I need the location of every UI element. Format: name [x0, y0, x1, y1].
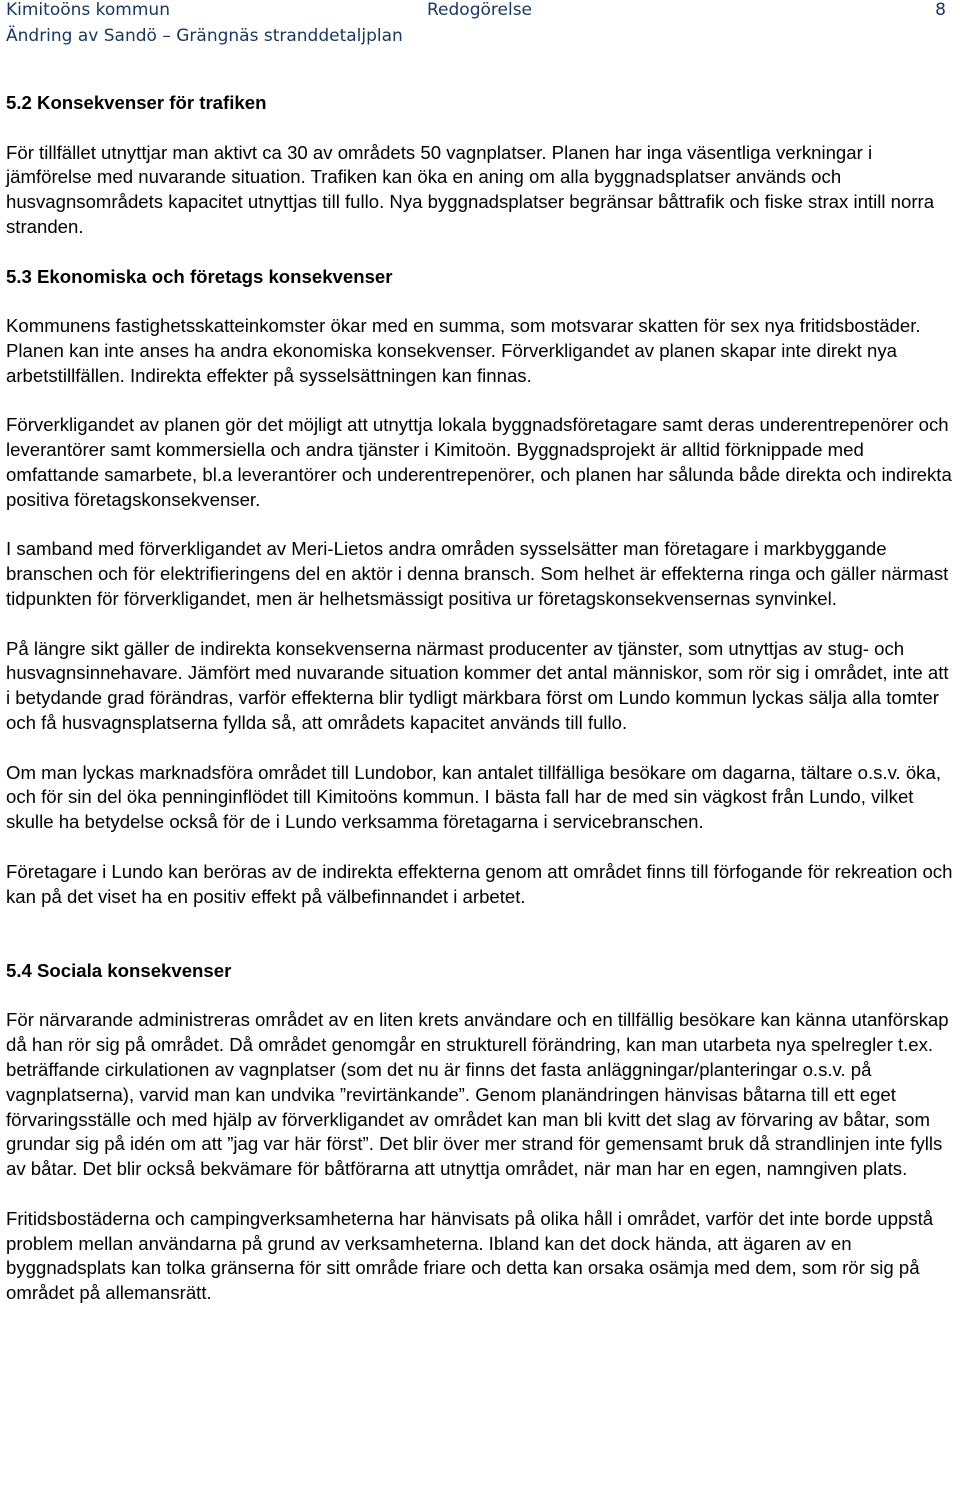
document-body — [6, 91, 954, 1306]
section-heading: 5.2 Konsekvenser för trafiken — [6, 92, 267, 113]
paragraph: Fritidsbostäderna och campingverksamheterna har hänvisats på olika håll i området, varför det inte borde uppstå problem mellan användarna på grund av verksamheterna. Ibland kan det dock hända, att ägaren av en byggnadsplats kan tolka gränserna för sitt område friare och detta kan orsaka osämja med dem, som rör sig på området på allemansrätt. — [6, 1207, 934, 1304]
paragraph: Om man lyckas marknadsföra området till Lundobor, kan antalet tillfälliga besökare om dagarna, tältare o.s.v. öka, och för sin del öka penninginflödet till Kimitoöns kommun. I bästa fall har de med sin vägkost från Lundo, vilket skulle ha betydelse också för de i Lundo verksamma företagarna i servicebranschen. — [6, 761, 941, 833]
paragraph: Företagare i Lundo kan beröras av de indirekta effekterna genom att området finns till förfogande för rekreation och kan på det viset ha en positiv effekt på välbefinnandet i arbetet. — [6, 860, 953, 907]
section-traffic — [6, 91, 954, 240]
section-heading: 5.4 Sociala konsekvenser — [6, 959, 232, 981]
paragraph: I samband med förverkligandet av Meri-Lietos andra områden sysselsätter man företagare i markbyggande branschen och för elektrifieringens del en aktör i denna bransch. Som helhet är effekterna ringa och gäller närmast tidpunkten för förverkligandet, men är helhetsmässigt positiva ur företagskonsekvensernas synvinkel. — [6, 538, 949, 609]
header-org: Kimitoöns kommun — [6, 0, 170, 20]
header-subtitle: Ändring av Sandö – Grängnäs stranddetaljplan — [6, 26, 403, 46]
page-header — [6, 0, 954, 50]
paragraph: För tillfället utnyttjar man aktivt ca 30 av områdets 50 vagnplatser. Planen har inga väsentliga verkningar i jämförelse med nuvarande situation. Trafiken kan öka en aning om alla byggnadsplatser används och husvagnsområdets kapacitet utnyttjas till fullo. Nya byggnadsplatser begränsar båttrafik och fiske strax intill norra stranden. — [6, 141, 935, 237]
section-social — [6, 959, 954, 1306]
section-economic — [6, 265, 954, 910]
paragraph: Förverkligandet av planen gör det möjligt att utnyttja lokala byggnadsföretagare samt deras underentrepenörer och leverantörer samt kommersiella och andra tjänster i Kimitoön. Byggnadsprojekt är alltid förknippade med omfattande samarbete, bl.a leverantörer och underentrepenörer, och planen har sålunda både direkta och indirekta positiva företagskonsekvenser. — [6, 414, 952, 510]
header-doc-type: Redogörelse — [427, 0, 533, 20]
section-heading: 5.3 Ekonomiska och företags konsekvenser — [6, 265, 393, 287]
paragraph: För närvarande administreras området av en liten krets användare och en tillfällig besökare kan känna utanförskap då han rör sig på området. Då området genomgår en strukturell förändring, kan man utarbeta nya spelregler t.ex. beträffande cirkulationen av vagnplatser (som det nu är finns det fasta anläggningar/planteringar o.s.v. på vagnplatserna), varvid man kan undvika ”revirtänkande”. Genom planändringen hänvisas båtarna till ett eget förvaringsställe och med hjälp av förverkligandet av området kan man bli kvitt det slag av förvaring av båtar, som grundar sig på idén om att ”jag var här först”. Det blir över mer strand för gemensamt bruk då strandlinjen inte fylls av båtar. Det blir också bekvämare för båtförarna att utnyttja området, när man har en egen, namngiven plats. — [6, 1009, 949, 1180]
paragraph: Kommunens fastighetsskatteinkomster ökar med en summa, som motsvarar skatten för sex nya fritidsbostäder. Planen kan inte anses ha andra ekonomiska konsekvenser. Förverkligandet av planen skapar inte direkt nya arbetstillfällen. Indirekta effekter på sysselsättningen kan finnas. — [6, 315, 921, 386]
header-page-number: 8 — [935, 0, 946, 20]
paragraph: På längre sikt gäller de indirekta konsekvenserna närmast producenter av tjänster, som utnyttjas av stug- och husvagnsinnehavare. Jämfört med nuvarande situation kommer det antal människor, som rör sig i området, inte att i betydande grad förändras, varför effekterna blir tydligt märkbara först om Lundo kommun lyckas sälja alla tomter och få husvagnsplatserna fyllda så, att områdets kapacitet används till fullo. — [6, 637, 949, 733]
